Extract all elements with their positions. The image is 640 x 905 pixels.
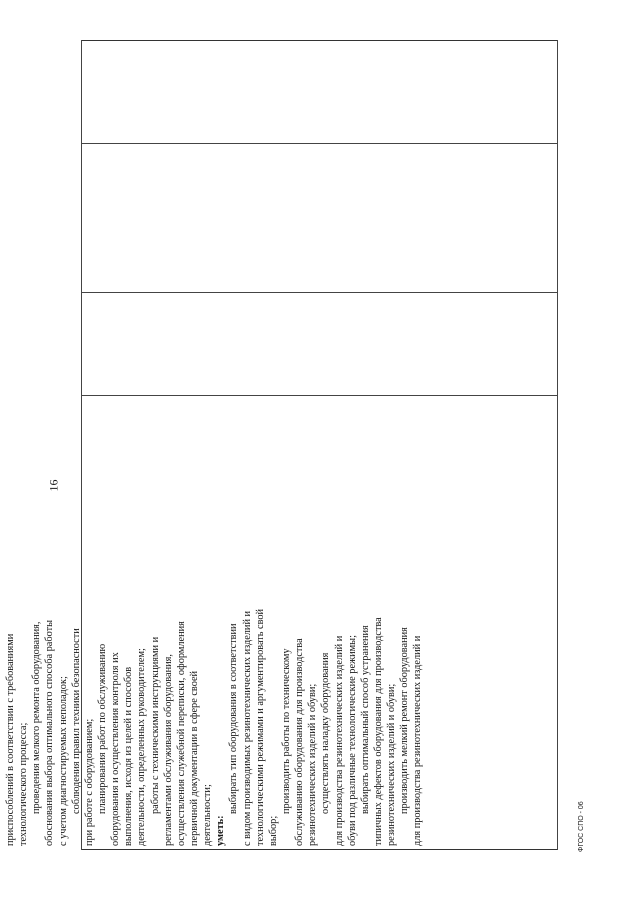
text-line: с учетом диагностируемых неполадок; bbox=[57, 676, 69, 846]
text-line: технологическими режимами и аргументировать свой bbox=[254, 608, 266, 846]
text-line: приспособлений в соответствии с требованиями bbox=[5, 633, 16, 846]
text-line: оборудования и осуществления контроля их bbox=[110, 652, 122, 846]
competency-text-cell bbox=[4, 41, 425, 846]
text-line: уметь: bbox=[215, 815, 227, 846]
text-line: обслуживанию оборудования для производства bbox=[294, 638, 306, 846]
page-number: 16 bbox=[46, 479, 61, 492]
text-line: при работе с оборудованием; bbox=[83, 718, 95, 846]
text-line: осуществления служебной переписки, оформления bbox=[175, 621, 187, 846]
text-line: работы с техническими инструкциями и bbox=[149, 636, 161, 814]
text-line: для производства резинотехнических изделий и bbox=[333, 635, 345, 846]
table-row-divider bbox=[557, 40, 558, 850]
text-line: для производства резинотехнических изделий и bbox=[412, 635, 424, 846]
text-line: осуществлять наладку оборудования bbox=[320, 652, 332, 814]
text-line: выполнения, исходя из целей и способов bbox=[123, 666, 135, 846]
text-line: резинотехнических изделий и обуви; bbox=[386, 683, 398, 846]
text-line: выбор; bbox=[267, 815, 279, 846]
text-line: деятельности, определенных руководителем; bbox=[136, 648, 148, 846]
text-line: проведения мелкого ремонта оборудования, bbox=[31, 621, 43, 814]
text-line: деятельности; bbox=[202, 784, 214, 846]
text-line: планирования работ по обслуживанию bbox=[96, 643, 108, 814]
text-line: выбирать тип оборудования в соответствии bbox=[228, 623, 240, 814]
text-line: с видом производимых резинотехнических изделий и bbox=[241, 610, 253, 846]
text-line: обуви под различные технологические режимы; bbox=[346, 635, 358, 846]
text-line: обоснования выбора оптимального способа работы bbox=[44, 619, 56, 846]
text-line: производить мелкий ремонт оборудования bbox=[399, 627, 411, 814]
text-line: соблюдения правил техники безопасности bbox=[70, 628, 82, 814]
text-line: резинотехнических изделий и обуви; bbox=[307, 683, 319, 846]
text-line: производить работы по техническому bbox=[280, 648, 292, 814]
footer-code: ФГОС СПО - 06 bbox=[578, 801, 585, 852]
text-line: типичных дефектов оборудования для производства bbox=[372, 617, 384, 846]
text-line: первичной документации в сфере своей bbox=[188, 670, 200, 846]
text-line: выбирать оптимальный способ устранения bbox=[359, 625, 371, 814]
text-line: технологического процесса; bbox=[18, 722, 30, 846]
text-line: регламентами обслуживания оборудования, bbox=[162, 654, 174, 846]
